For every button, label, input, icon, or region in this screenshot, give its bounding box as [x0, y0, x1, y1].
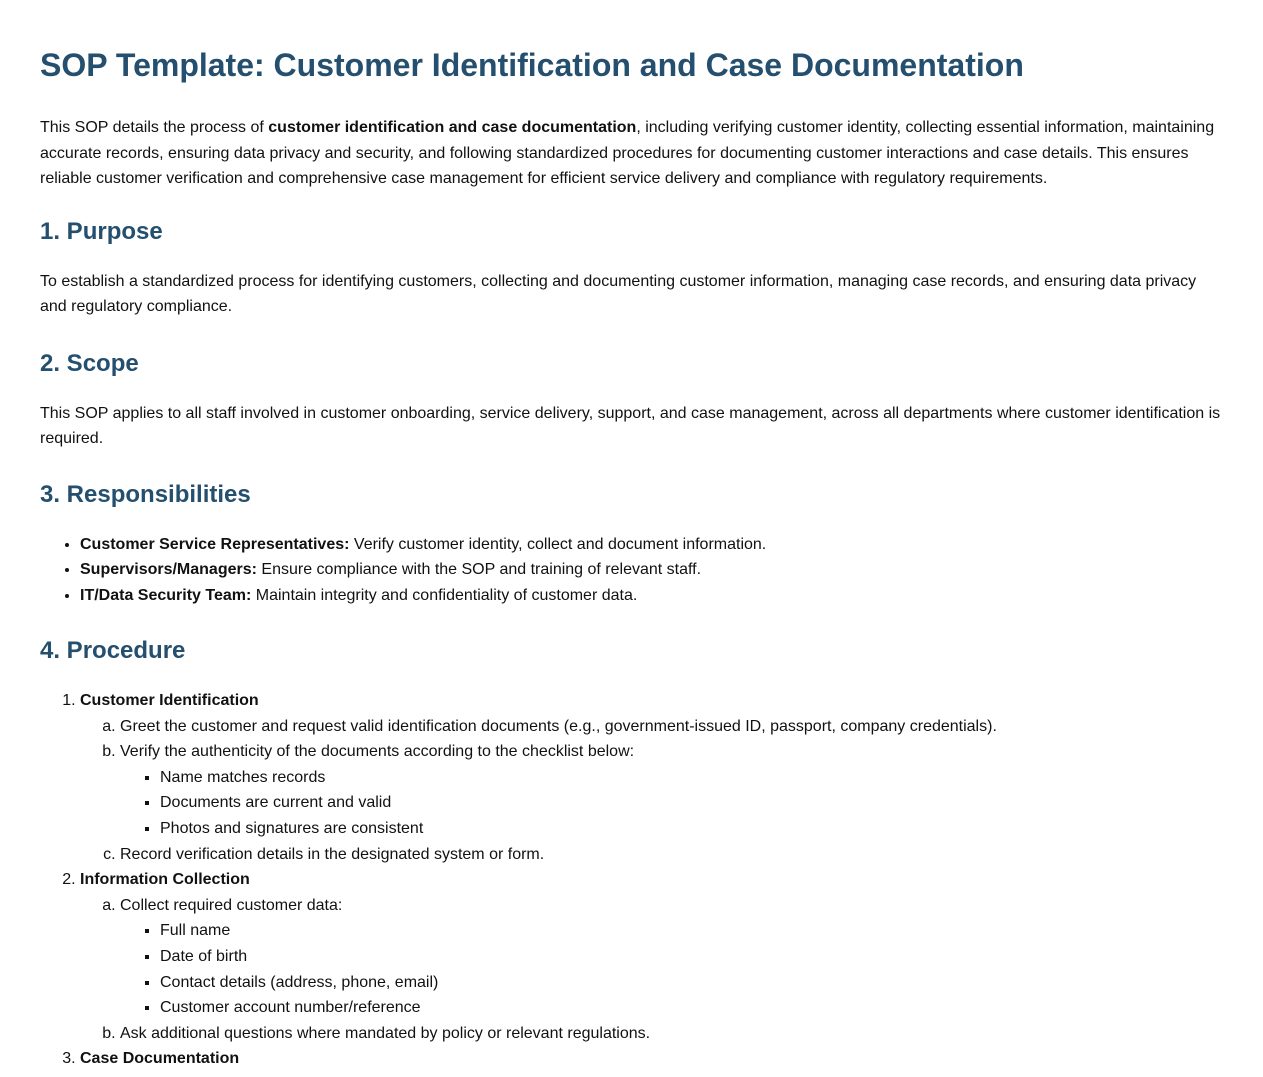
- intro-text-start: This SOP details the process of: [40, 119, 269, 136]
- purpose-heading: 1. Purpose: [40, 217, 163, 245]
- checklist-item: ▪ Documents are current and valid: [160, 790, 1223, 816]
- procedure-step-case-documentation: [80, 1046, 1223, 1072]
- procedure-substep-text: Collect required customer data:: [120, 896, 343, 914]
- procedure-step-title: Case Documentation: [80, 1050, 240, 1068]
- procedure-substeps-list: [80, 714, 1223, 868]
- purpose-text: To establish a standardized process for identifying customers, collecting and documenting customer information, managing case records, and ensuring data privacy and regulatory compliance.: [40, 272, 1197, 315]
- checklist-item: ▪ Customer account number/reference: [160, 995, 1223, 1021]
- responsibility-item-csr: [80, 532, 1223, 558]
- responsibilities-list: [40, 532, 1223, 609]
- intro-paragraph: [40, 115, 1223, 192]
- procedure-steps-list: [40, 688, 1223, 1072]
- procedure-substep: a. Greet the customer and request valid identification documents (e.g., government-issued ID, passport, company credentials).: [120, 714, 1223, 740]
- responsibility-item-it-security: [80, 583, 1223, 609]
- intro-text-emphasis: customer identification and case documentation: [268, 119, 637, 136]
- responsibility-desc: Ensure compliance with the SOP and training of relevant staff.: [256, 561, 702, 578]
- responsibility-item-supervisors: [80, 557, 1223, 583]
- checklist-item: ▪ Contact details (address, phone, email): [160, 970, 1223, 996]
- procedure-substep: c. Record verification details in the designated system or form.: [120, 842, 1223, 868]
- procedure-substep: [120, 893, 1223, 1021]
- procedure-step-information-collection: [80, 867, 1223, 1046]
- responsibilities-heading: 3. Responsibilities: [40, 480, 251, 508]
- responsibility-role: Customer Service Representatives:: [80, 535, 350, 553]
- responsibility-role: Supervisors/Managers:: [80, 561, 257, 578]
- procedure-step-title: Information Collection: [80, 871, 250, 889]
- checklist-item: ▪ Full name: [160, 918, 1223, 944]
- procedure-substep: [120, 739, 1223, 841]
- scope-heading: 2. Scope: [40, 349, 139, 377]
- procedure-step-customer-identification: [80, 688, 1223, 867]
- page-title: SOP Template: Customer Identification and Case Documentation: [40, 47, 1024, 83]
- customer-data-checklist: [120, 918, 1223, 1020]
- procedure-step-title: Customer Identification: [80, 692, 259, 709]
- checklist-item: ▪ Photos and signatures are consistent: [160, 816, 1223, 842]
- responsibility-desc: Maintain integrity and confidentiality of customer data.: [251, 586, 638, 604]
- procedure-substeps-list: [80, 893, 1223, 1047]
- procedure-substep: b. Ask additional questions where mandated by policy or relevant regulations.: [120, 1021, 1223, 1047]
- checklist-item: ▪ Date of birth: [160, 944, 1223, 970]
- intro-text-end: , including verifying customer identity, collecting essential information, maintaining accurate records, ensuring data privacy and security, and following standardized procedures for documenting customer interactions and case details. This ensures reliable customer verification and comprehensive case management for efficient service delivery and compliance with regulatory requirements.: [40, 119, 1215, 187]
- checklist-item: ▪ Name matches records: [160, 765, 1223, 791]
- verification-checklist: [120, 765, 1223, 842]
- responsibility-role: IT/Data Security Team:: [80, 586, 252, 604]
- responsibility-desc: Verify customer identity, collect and document information.: [349, 535, 767, 553]
- procedure-substep-text: Verify the authenticity of the documents according to the checklist below:: [120, 743, 635, 761]
- scope-text: This SOP applies to all staff involved in customer onboarding, service delivery, support, and case management, across all departments where customer identification is required.: [40, 404, 1221, 447]
- procedure-heading: 4. Procedure: [40, 637, 186, 664]
